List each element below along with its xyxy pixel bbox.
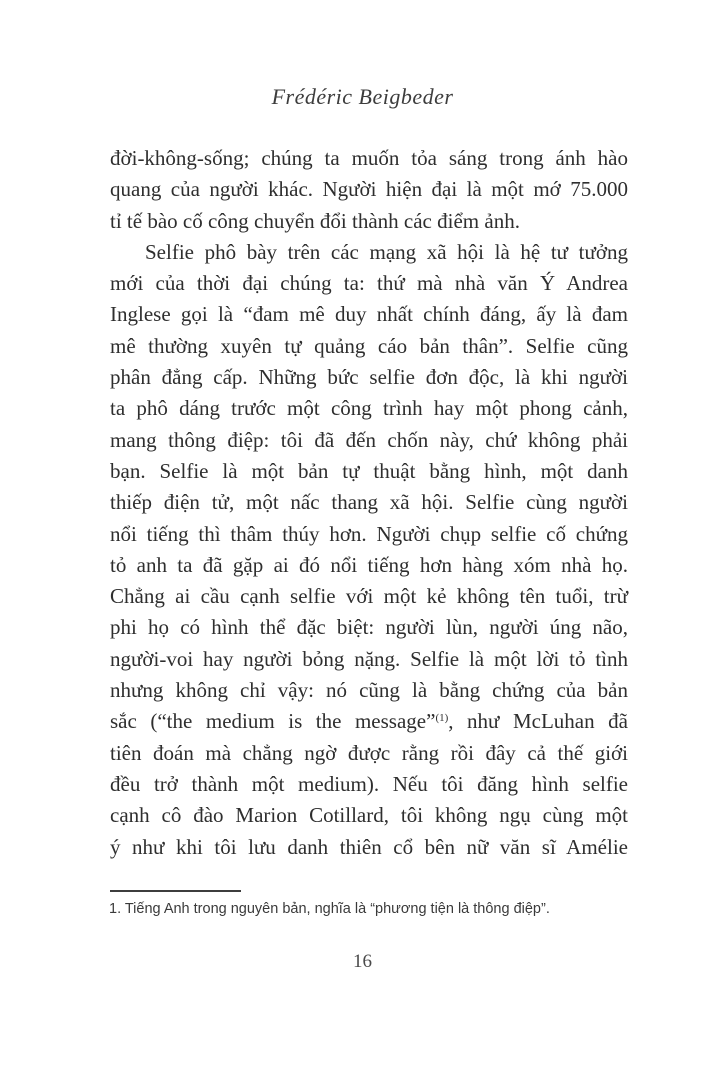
body-line: Inglese gọi là “đam mê duy nhất chính đáng, ấy là đam <box>110 302 628 327</box>
body-line: tỏ anh ta đã gặp ai đó nổi tiếng hơn hàng xóm nhà họ. <box>110 552 628 577</box>
footnote-separator-rule <box>110 890 241 892</box>
body-line: mê thường xuyên tự quảng cáo bản thân”. Selfie cũng <box>110 333 628 358</box>
body-line: ý như khi tôi lưu danh thiên cổ bên nữ văn sĩ Amélie <box>110 834 628 859</box>
footnote-ref-text-after: , như McLuhan đã <box>448 709 628 734</box>
body-line-paragraph-end: tỉ tế bào cố công chuyển đổi thành các điểm ảnh. <box>110 208 520 233</box>
body-line-paragraph-start: Selfie phô bày trên các mạng xã hội là hệ tư tưởng <box>145 239 628 264</box>
body-line-with-footnote-ref <box>110 706 628 737</box>
body-line: phi họ có hình thể đặc biệt: người lùn, người úng não, <box>110 615 628 640</box>
body-line: nổi tiếng thì thâm thúy hơn. Người chụp selfie cố chứng <box>110 521 628 546</box>
body-line: mang thông điệp: tôi đã đến chốn này, chứ không phải <box>110 427 628 452</box>
footnote-marker: (1) <box>435 712 449 725</box>
body-line: bạn. Selfie là một bản tự thuật bằng hình, một danh <box>110 458 628 483</box>
body-line: mới của thời đại chúng ta: thứ mà nhà văn Ý Andrea <box>110 271 628 296</box>
running-header: Frédéric Beigbeder <box>271 84 454 109</box>
body-line: ta phô dáng trước một công trình hay một phong cảnh, <box>110 396 628 421</box>
body-line: người-voi hay người bỏng nặng. Selfie là một lời tỏ tình <box>110 646 628 671</box>
body-line: thiếp điện tử, một nấc thang xã hội. Selfie cùng người <box>110 490 628 515</box>
footnote-text: 1. Tiếng Anh trong nguyên bản, nghĩa là “phương tiện là thông điệp”. <box>109 901 550 917</box>
body-line: đều trở thành một medium). Nếu tôi đăng hình selfie <box>110 771 628 796</box>
body-line: nhưng không chỉ vậy: nó cũng là bằng chứng của bản <box>110 678 628 703</box>
body-text-block <box>110 143 628 863</box>
body-line: quang của người khác. Người hiện đại là một mớ 75.000 <box>110 177 628 202</box>
body-line: đời-không-sống; chúng ta muốn tỏa sáng trong ánh hào <box>110 146 628 170</box>
page-number: 16 <box>353 951 372 972</box>
body-line: cạnh cô đào Marion Cotillard, tôi không ngụ cùng một <box>110 803 628 828</box>
body-line: tiên đoán mà chẳng ngờ được rằng rồi đây cả thế giới <box>110 740 628 765</box>
body-line: Chẳng ai cầu cạnh selfie với một kẻ không tên tuổi, trừ <box>110 584 628 609</box>
footnote-ref-text-before: sắc (“the medium is the message” <box>110 709 436 734</box>
body-line: phân đẳng cấp. Những bức selfie đơn độc, là khi người <box>110 365 628 390</box>
